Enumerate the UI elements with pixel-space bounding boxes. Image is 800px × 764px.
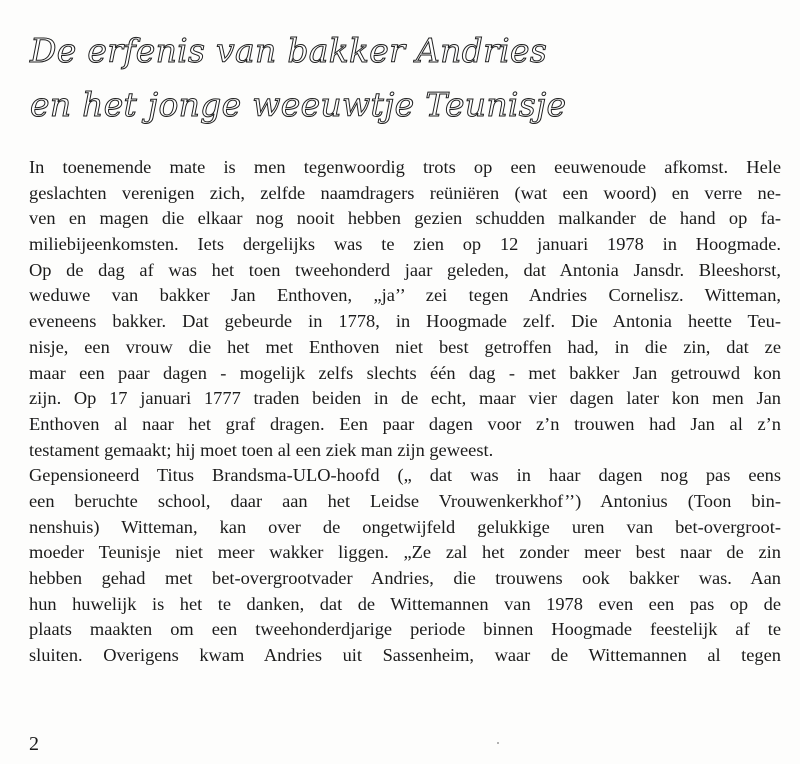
page-number: 2 — [29, 733, 39, 755]
text-line: eveneens bakker. Dat gebeurde in 1778, in Hoogmade zelf. Die Antonia heette Teu- — [29, 311, 781, 332]
text-line: In toenemende mate is men tegenwoordig trots op een eeuwenoude afkomst. Hele — [29, 157, 781, 177]
text-line: hebben gehad met bet-overgrootvader Andries, die trouwens ook bakker was. Aan — [29, 568, 781, 588]
scan-speck — [497, 742, 499, 744]
text-line: zijn. Op 17 januari 1777 traden beiden in de echt, maar vier dagen later kon men Jan — [29, 388, 781, 409]
page-title — [30, 24, 566, 132]
article-body — [29, 155, 781, 669]
text-line: nisje, een vrouw die het met Enthoven niet best getroffen had, in die zin, dat ze — [29, 336, 781, 357]
text-line: testament gemaakt; hij moet toen al een ziek man zijn geweest. — [29, 439, 494, 460]
text-line: nenshuis) Witteman, kan over de ongetwijfeld gelukkige uren van bet-overgroot- — [29, 516, 781, 537]
text-line: Enthoven al naar het graf dragen. Een paar dagen voor z’n trouwen had Jan al z’n — [29, 413, 781, 434]
text-line: weduwe van bakker Jan Enthoven, „ja’’ zei tegen Andries Cornelisz. Witteman, — [29, 285, 781, 306]
text-line: miliebijeenkomsten. Iets dergelijks was te zien op 12 januari 1978 in Hoogmade. — [29, 234, 781, 255]
text-line: Op de dag af was het toen tweehonderd jaar geleden, dat Antonia Jansdr. Bleeshorst, — [29, 259, 781, 280]
text-line: moeder Teunisje niet meer wakker liggen. „Ze zal het zonder meer best naar de zin — [29, 542, 781, 563]
text-line: een beruchte school, daar aan het Leidse Vrouwenkerkhof’’) Antonius (Toon bin- — [29, 490, 781, 511]
text-line: Gepensioneerd Titus Brandsma-ULO-hoofd („ dat was in haar dagen nog pas eens — [29, 465, 781, 486]
title-line-2: en het jonge weeuwtje Teunisje — [30, 85, 567, 124]
text-line: plaats maakten om een tweehonderdjarige periode binnen Hoogmade feestelijk af te — [29, 619, 781, 640]
text-line: maar een paar dagen - mogelijk zelfs slechts één dag - met bakker Jan getrouwd kon — [29, 362, 781, 383]
text-line: sluiten. Overigens kwam Andries uit Sassenheim, waar de Wittemannen al tegen — [29, 645, 781, 666]
text-line: ven en magen die elkaar nog nooit hebben gezien schudden malkander de hand op fa- — [29, 208, 781, 229]
title-line-1: De erfenis van bakker Andries — [30, 31, 548, 70]
text-line: hun huwelijk is het te danken, dat de Wittemannen van 1978 even een pas op de — [29, 593, 781, 614]
text-line: geslachten verenigen zich, zelfde naamdragers reüniëren (wat een woord) en verre ne- — [29, 182, 781, 203]
